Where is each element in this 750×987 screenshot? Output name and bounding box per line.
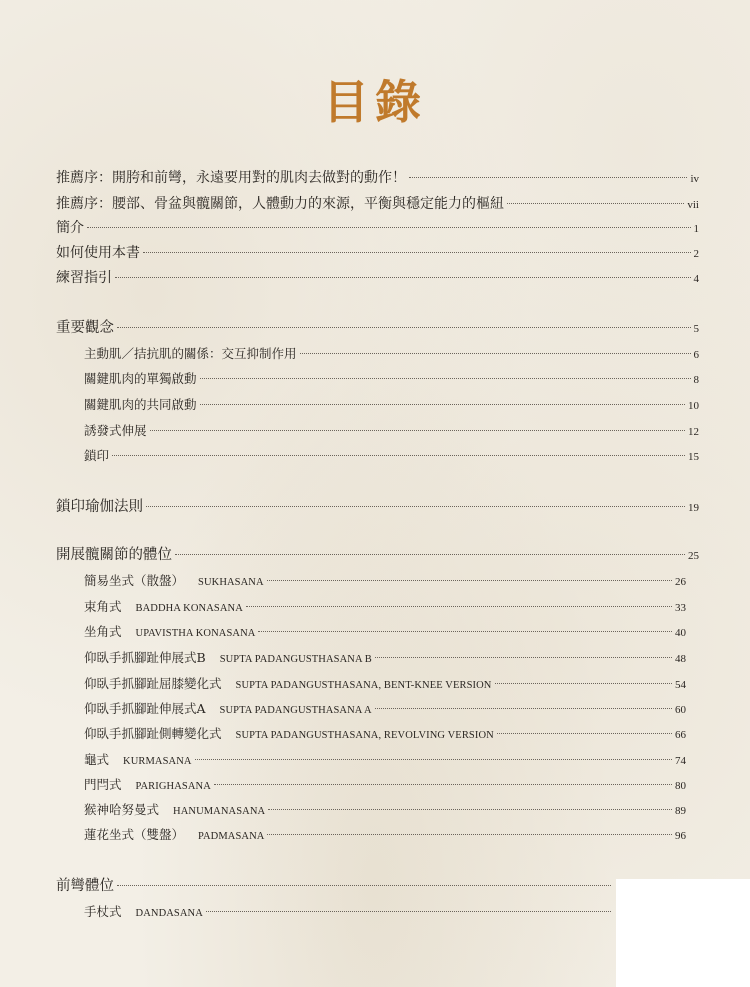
toc-entry-page: vii — [687, 199, 699, 211]
dot-leader — [495, 683, 673, 684]
dot-leader — [246, 606, 672, 607]
dot-leader — [507, 203, 684, 204]
toc-entry-title: 門閂式 — [84, 777, 122, 792]
toc-entry-pose-4[interactable] — [84, 648, 686, 668]
toc-entry-concept-5[interactable] — [84, 446, 699, 466]
toc-entry-title: 主動肌／拮抗肌的關係：交互抑制作用 — [84, 346, 297, 361]
toc-entry-title: 龜式 — [84, 752, 110, 767]
toc-entry-pose-1[interactable] — [84, 571, 686, 591]
toc-entry-title: 推薦序：開胯和前彎，永遠要用對的肌肉去做對的動作！ — [56, 170, 406, 186]
toc-entry-title: 仰臥手抓腳趾伸展式B — [84, 650, 206, 665]
toc-entry-page: 74 — [675, 755, 686, 767]
toc-section-page: 25 — [688, 550, 699, 562]
toc-entry-pose-7[interactable] — [84, 724, 686, 744]
toc-entry-page: 60 — [675, 704, 686, 716]
toc-entry-pose-11[interactable] — [84, 825, 686, 845]
dot-leader — [497, 733, 672, 734]
toc-section-rules[interactable] — [56, 497, 699, 517]
toc-entry-title: 仰臥手抓腳趾側轉變化式 — [84, 726, 222, 741]
toc-entry-title: 鎖印 — [84, 448, 110, 463]
toc-entry-title: 仰臥手抓腳趾屈膝變化式 — [84, 676, 222, 691]
toc-entry-title: 猴神哈努曼式 — [84, 802, 160, 817]
toc-entry-title: 關鍵肌肉的單獨啟動 — [84, 371, 197, 386]
toc-entry-pose-8[interactable] — [84, 750, 686, 770]
toc-entry-page: 48 — [675, 653, 686, 665]
page-title: 目錄 — [323, 75, 427, 129]
toc-entry-title: 練習指引 — [56, 270, 112, 286]
toc-section-title: 開展髖關節的體位 — [56, 547, 172, 563]
toc-entry-page: iv — [690, 173, 699, 185]
toc-entry-page: 54 — [675, 679, 686, 691]
toc-entry-page: 66 — [675, 729, 686, 741]
toc-entry-concept-3[interactable] — [84, 395, 699, 415]
toc-entry-preface-1[interactable] — [56, 168, 699, 188]
toc-entry-pose-3[interactable] — [84, 622, 686, 642]
toc-entry-page: 33 — [675, 602, 686, 614]
toc-section-key-concepts[interactable] — [56, 318, 699, 338]
toc-entry-sanskrit: BADDHA KONASANA — [135, 603, 243, 614]
dot-leader — [175, 554, 685, 555]
toc-entry-sanskrit: UPAVISTHA KONASANA — [135, 628, 256, 639]
toc-entry-pose-10[interactable] — [84, 800, 686, 820]
toc-entry-pose-6[interactable] — [84, 699, 686, 719]
dot-leader — [117, 327, 691, 328]
toc-section-forward-bends[interactable] — [56, 876, 614, 896]
toc-entry-sanskrit: SUPTA PADANGUSTHASANA, BENT-KNEE VERSION — [235, 680, 492, 691]
dot-leader — [112, 455, 685, 456]
dot-leader — [409, 177, 687, 178]
toc-entry-page: 96 — [675, 830, 686, 842]
toc-entry-sanskrit: KURMASANA — [123, 756, 192, 767]
dot-leader — [206, 911, 611, 912]
toc-entry-title: 關鍵肌肉的共同啟動 — [84, 397, 197, 412]
toc-entry-preface-2[interactable] — [56, 194, 699, 214]
toc-entry-page: 2 — [693, 248, 699, 260]
toc-section-page: 19 — [688, 502, 699, 514]
toc-entry-title: 仰臥手抓腳趾伸展式A — [84, 701, 206, 716]
dot-leader — [200, 378, 691, 379]
toc-section-hip-openers[interactable] — [56, 545, 699, 565]
toc-entry-page: 4 — [693, 273, 699, 285]
dot-leader — [375, 708, 672, 709]
toc-entry-page: 10 — [688, 400, 699, 412]
toc-entry-title: 束角式 — [84, 599, 122, 614]
toc-entry-sanskrit: HANUMANASANA — [173, 806, 266, 817]
toc-entry-how-to-use[interactable] — [56, 243, 699, 263]
dot-leader — [258, 631, 672, 632]
dot-leader — [87, 227, 691, 228]
toc-entry-pose-5[interactable] — [84, 674, 686, 694]
toc-section-page: 5 — [693, 323, 699, 335]
toc-entry-introduction[interactable] — [56, 218, 699, 238]
toc-entry-concept-2[interactable] — [84, 369, 699, 389]
toc-entry-title: 如何使用本書 — [56, 245, 140, 261]
toc-section-title: 重要觀念 — [56, 320, 114, 336]
toc-entry-page: 80 — [675, 780, 686, 792]
toc-entry-sanskrit: PARIGHASANA — [135, 781, 211, 792]
toc-entry-page: 12 — [688, 426, 699, 438]
toc-entry-sanskrit: SUPTA PADANGUSTHASANA, REVOLVING VERSION — [235, 730, 494, 741]
dot-leader — [200, 404, 685, 405]
toc-entry-page: 40 — [675, 627, 686, 639]
blank-corner — [616, 879, 750, 987]
toc-entry-title: 蓮花坐式（雙盤） — [84, 827, 185, 842]
dot-leader — [214, 784, 672, 785]
dot-leader — [375, 657, 672, 658]
dot-leader — [300, 353, 691, 354]
toc-entry-title: 簡介 — [56, 220, 84, 236]
toc-entry-page: 89 — [675, 805, 686, 817]
dot-leader — [268, 809, 672, 810]
toc-entry-title: 坐角式 — [84, 624, 122, 639]
toc-entry-sanskrit: SUKHASANA — [198, 577, 264, 588]
dot-leader — [115, 277, 691, 278]
toc-entry-page: 1 — [693, 223, 699, 235]
toc-entry-sanskrit: SUPTA PADANGUSTHASANA A — [219, 705, 372, 716]
dot-leader — [143, 252, 691, 253]
toc-entry-pose-9[interactable] — [84, 775, 686, 795]
dot-leader — [150, 430, 685, 431]
toc-entry-sanskrit: PADMASANA — [198, 831, 265, 842]
dot-leader — [267, 834, 672, 835]
toc-entry-title: 推薦序：腰部、骨盆與髖關節，人體動力的來源，平衡與穩定能力的樞紐 — [56, 196, 504, 212]
toc-entry-forward-bend-1[interactable] — [84, 902, 614, 922]
toc-entry-page: 8 — [693, 374, 699, 386]
toc-entry-page: 15 — [688, 451, 699, 463]
toc-entry-pose-2[interactable] — [84, 597, 686, 617]
toc-entry-concept-1[interactable] — [84, 344, 699, 364]
dot-leader — [146, 506, 685, 507]
toc-entry-title: 簡易坐式（散盤） — [84, 573, 185, 588]
toc-entry-sanskrit: DANDASANA — [135, 908, 203, 919]
dot-leader — [117, 885, 611, 886]
toc-entry-practice-guide[interactable] — [56, 268, 699, 288]
toc-section-title: 鎖印瑜伽法則 — [56, 499, 143, 515]
toc-entry-title: 手杖式 — [84, 904, 122, 919]
dot-leader — [267, 580, 672, 581]
toc-section-title: 前彎體位 — [56, 878, 114, 894]
toc-entry-sanskrit: SUPTA PADANGUSTHASANA B — [219, 654, 372, 665]
toc-entry-concept-4[interactable] — [84, 421, 699, 441]
toc-entry-page: 6 — [693, 349, 699, 361]
toc-entry-page: 26 — [675, 576, 686, 588]
dot-leader — [195, 759, 672, 760]
toc-entry-title: 誘發式伸展 — [84, 423, 147, 438]
